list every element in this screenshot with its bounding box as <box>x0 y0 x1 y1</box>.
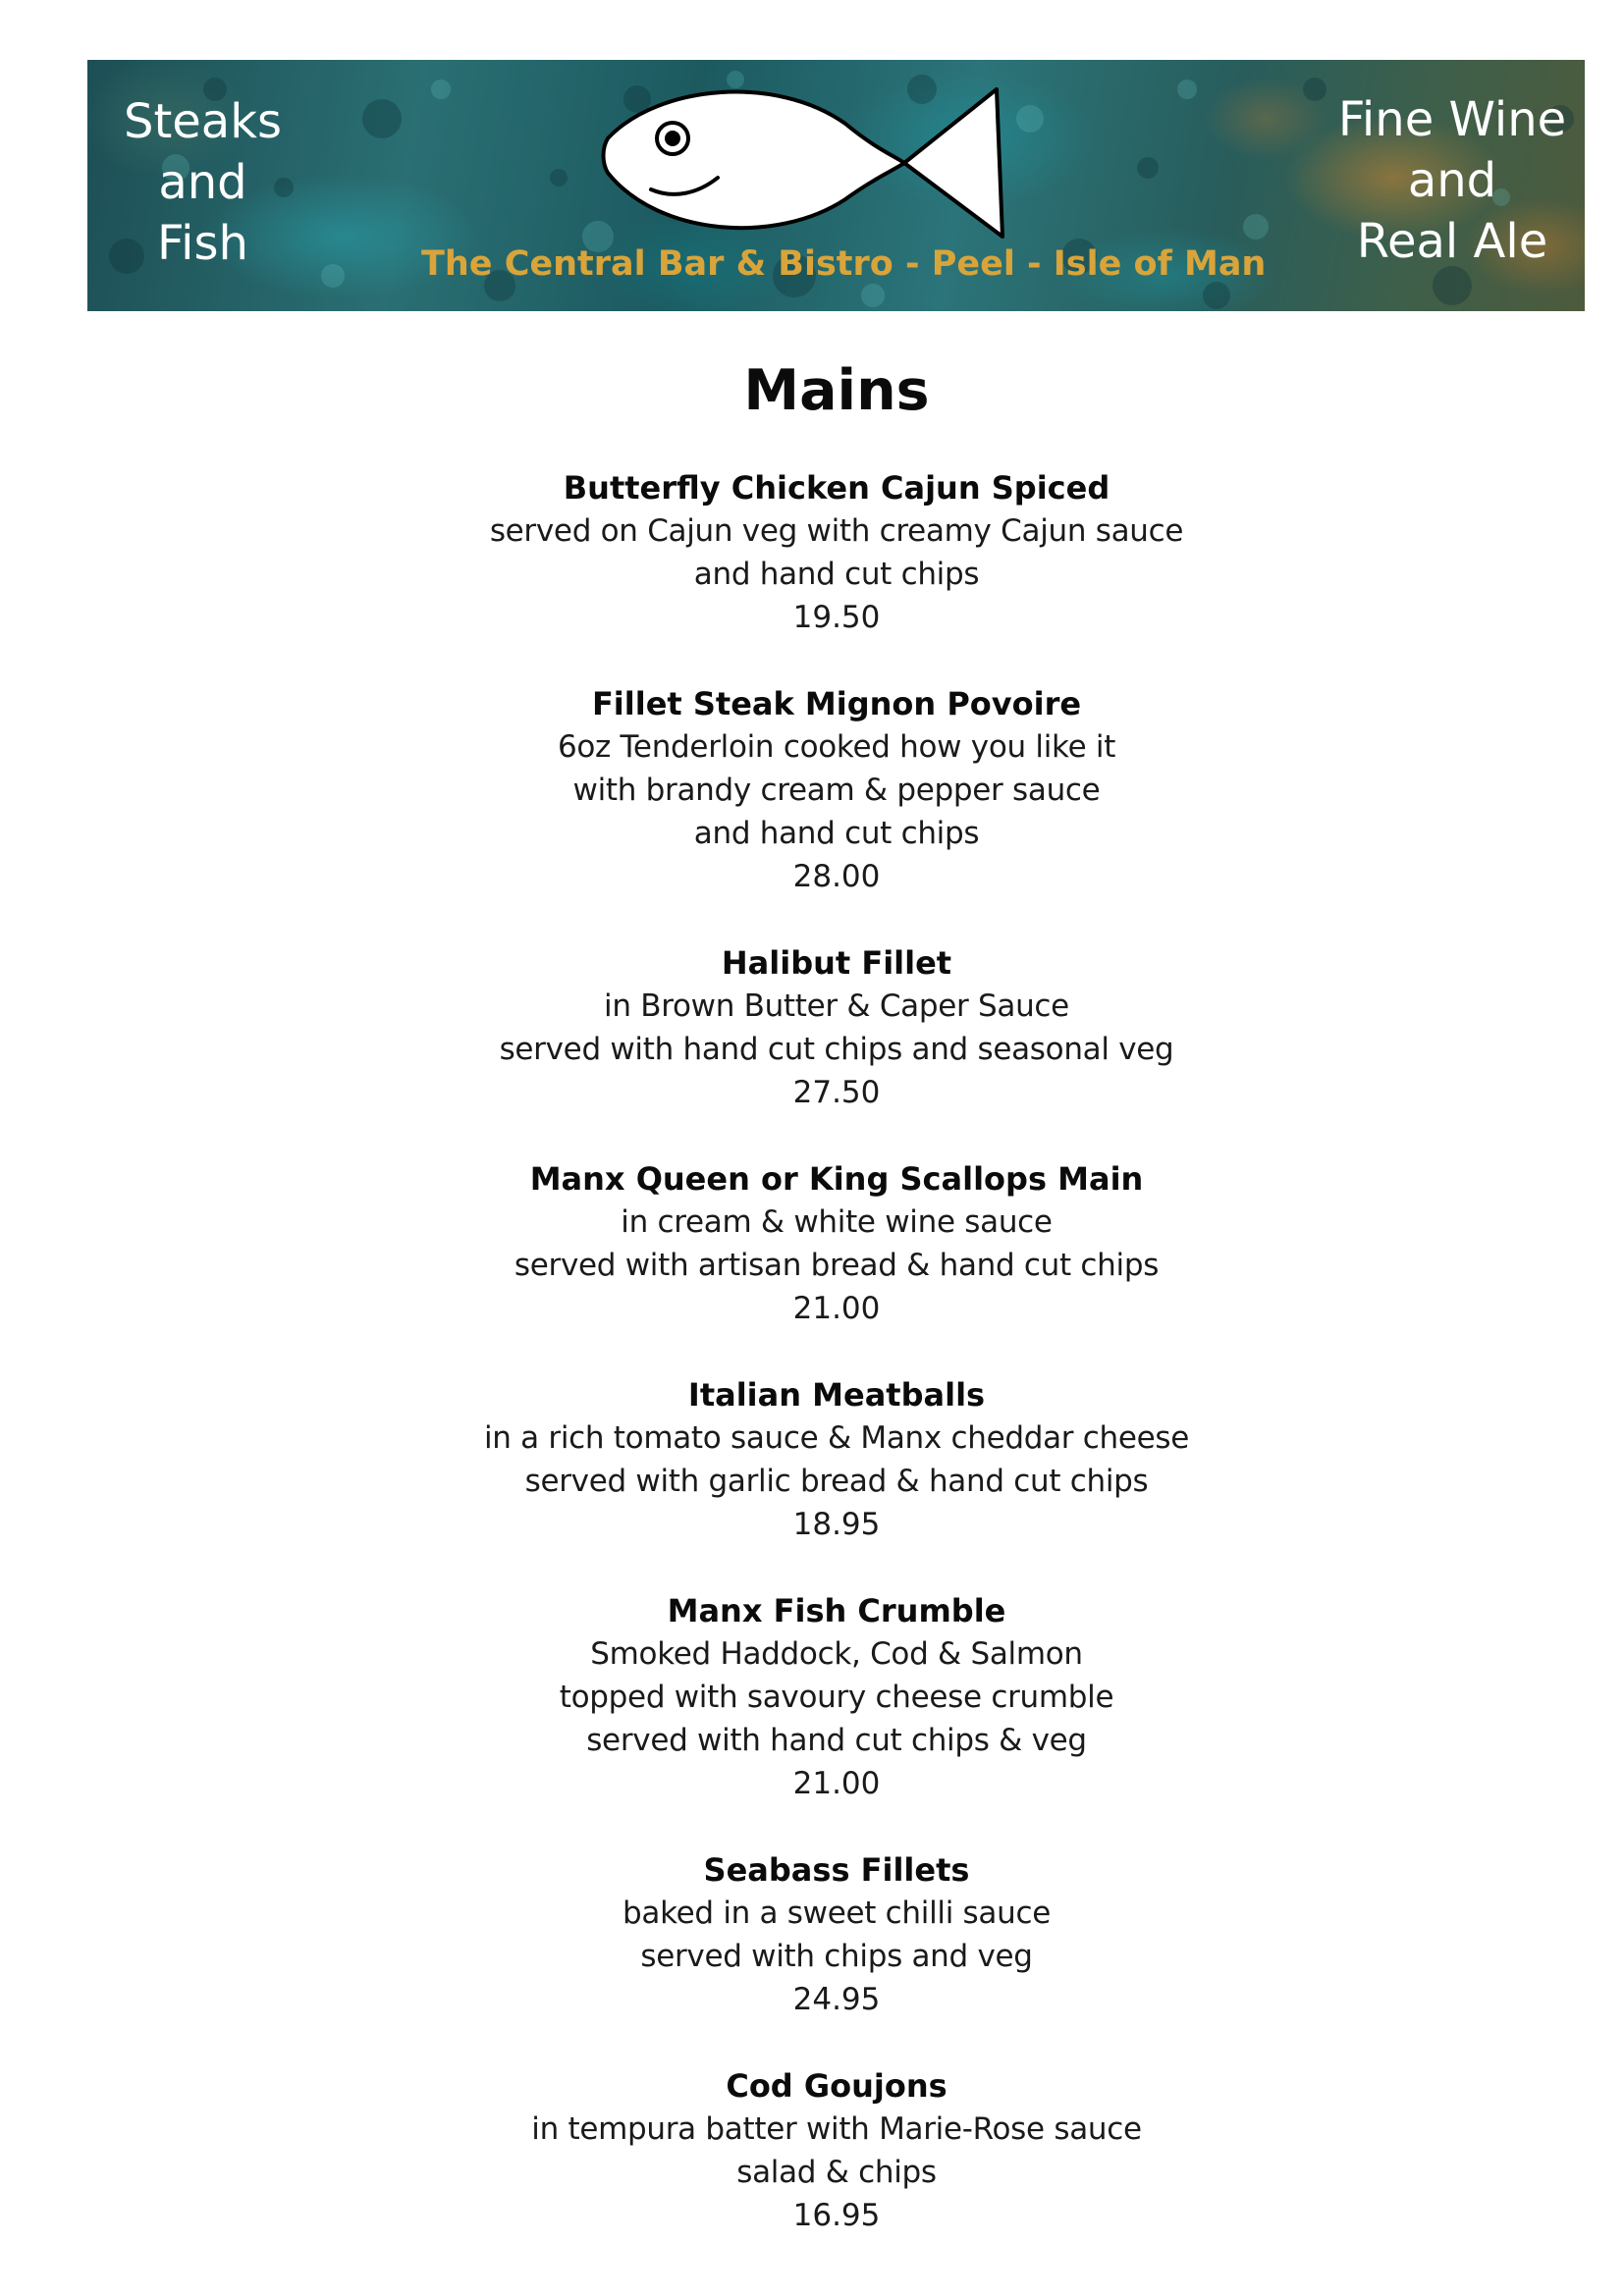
dish-description: served on Cajun veg with creamy Cajun sauce <box>489 513 1184 549</box>
menu-item <box>0 682 1624 898</box>
menu-item <box>0 1848 1624 2021</box>
dish-description: baked in a sweet chilli sauce <box>623 1896 1051 1931</box>
dish-description: Smoked Haddock, Cod & Salmon <box>590 1636 1083 1672</box>
dish-description: topped with savoury cheese crumble <box>559 1680 1114 1715</box>
menu-item <box>0 1157 1624 1330</box>
dish-description: in Brown Butter & Caper Sauce <box>604 988 1069 1024</box>
dish-description: served with garlic bread & hand cut chips <box>524 1464 1149 1499</box>
header-banner <box>87 60 1585 311</box>
dish-price: 18.95 <box>792 1507 881 1542</box>
menu-item <box>0 1589 1624 1805</box>
menu-item <box>0 941 1624 1114</box>
section-title: Mains <box>743 358 930 423</box>
dish-description: served with artisan bread & hand cut chips <box>514 1248 1160 1283</box>
banner-left-line: Steaks <box>123 94 283 149</box>
banner-left-text <box>107 91 298 274</box>
dish-name: Cod Goujons <box>726 2067 947 2105</box>
dish-name: Manx Fish Crumble <box>667 1592 1006 1629</box>
dish-name: Italian Meatballs <box>687 1376 986 1414</box>
dish-description: 6oz Tenderloin cooked how you like it <box>557 729 1116 765</box>
dish-description: served with hand cut chips and seasonal veg <box>499 1032 1174 1067</box>
menu-item <box>0 1373 1624 1546</box>
dish-description: in cream & white wine sauce <box>621 1204 1053 1240</box>
dish-description: served with hand cut chips & veg <box>586 1723 1087 1758</box>
dish-price: 19.50 <box>792 600 881 635</box>
dish-price: 27.50 <box>792 1075 881 1110</box>
dish-name: Seabass Fillets <box>703 1851 970 1889</box>
dish-description: with brandy cream & pepper sauce <box>572 773 1101 808</box>
dish-name: Halibut Fillet <box>721 944 952 982</box>
banner-left-line: and <box>158 155 247 210</box>
dish-description: in a rich tomato sauce & Manx cheddar cheese <box>483 1420 1190 1456</box>
dish-description: salad & chips <box>736 2155 937 2190</box>
fish-icon <box>600 80 1071 251</box>
dish-description: served with chips and veg <box>640 1939 1033 1974</box>
banner-right-line: Fine Wine <box>1337 92 1567 147</box>
dish-price: 28.00 <box>792 859 881 894</box>
banner-tagline: The Central Bar & Bistro - Peel - Isle of Man <box>421 244 1267 284</box>
dish-name: Fillet Steak Mignon Povoire <box>591 685 1082 722</box>
banner-right-line: Real Ale <box>1356 214 1548 269</box>
dish-description: in tempura batter with Marie-Rose sauce <box>531 2111 1142 2147</box>
dish-price: 24.95 <box>792 1982 881 2017</box>
dish-name: Manx Queen or King Scallops Main <box>529 1160 1144 1198</box>
dish-description: and hand cut chips <box>693 816 980 851</box>
banner-right-line: and <box>1407 153 1497 208</box>
menu-list <box>0 466 1624 2280</box>
menu-item <box>0 466 1624 639</box>
menu-item <box>0 2064 1624 2237</box>
dish-name: Butterfly Chicken Cajun Spiced <box>563 469 1110 507</box>
dish-price: 21.00 <box>792 1766 881 1801</box>
dish-price: 16.95 <box>792 2198 881 2233</box>
dish-description: and hand cut chips <box>693 557 980 592</box>
banner-right-text <box>1329 89 1575 272</box>
dish-price: 21.00 <box>792 1291 881 1326</box>
banner-left-line: Fish <box>157 216 248 271</box>
